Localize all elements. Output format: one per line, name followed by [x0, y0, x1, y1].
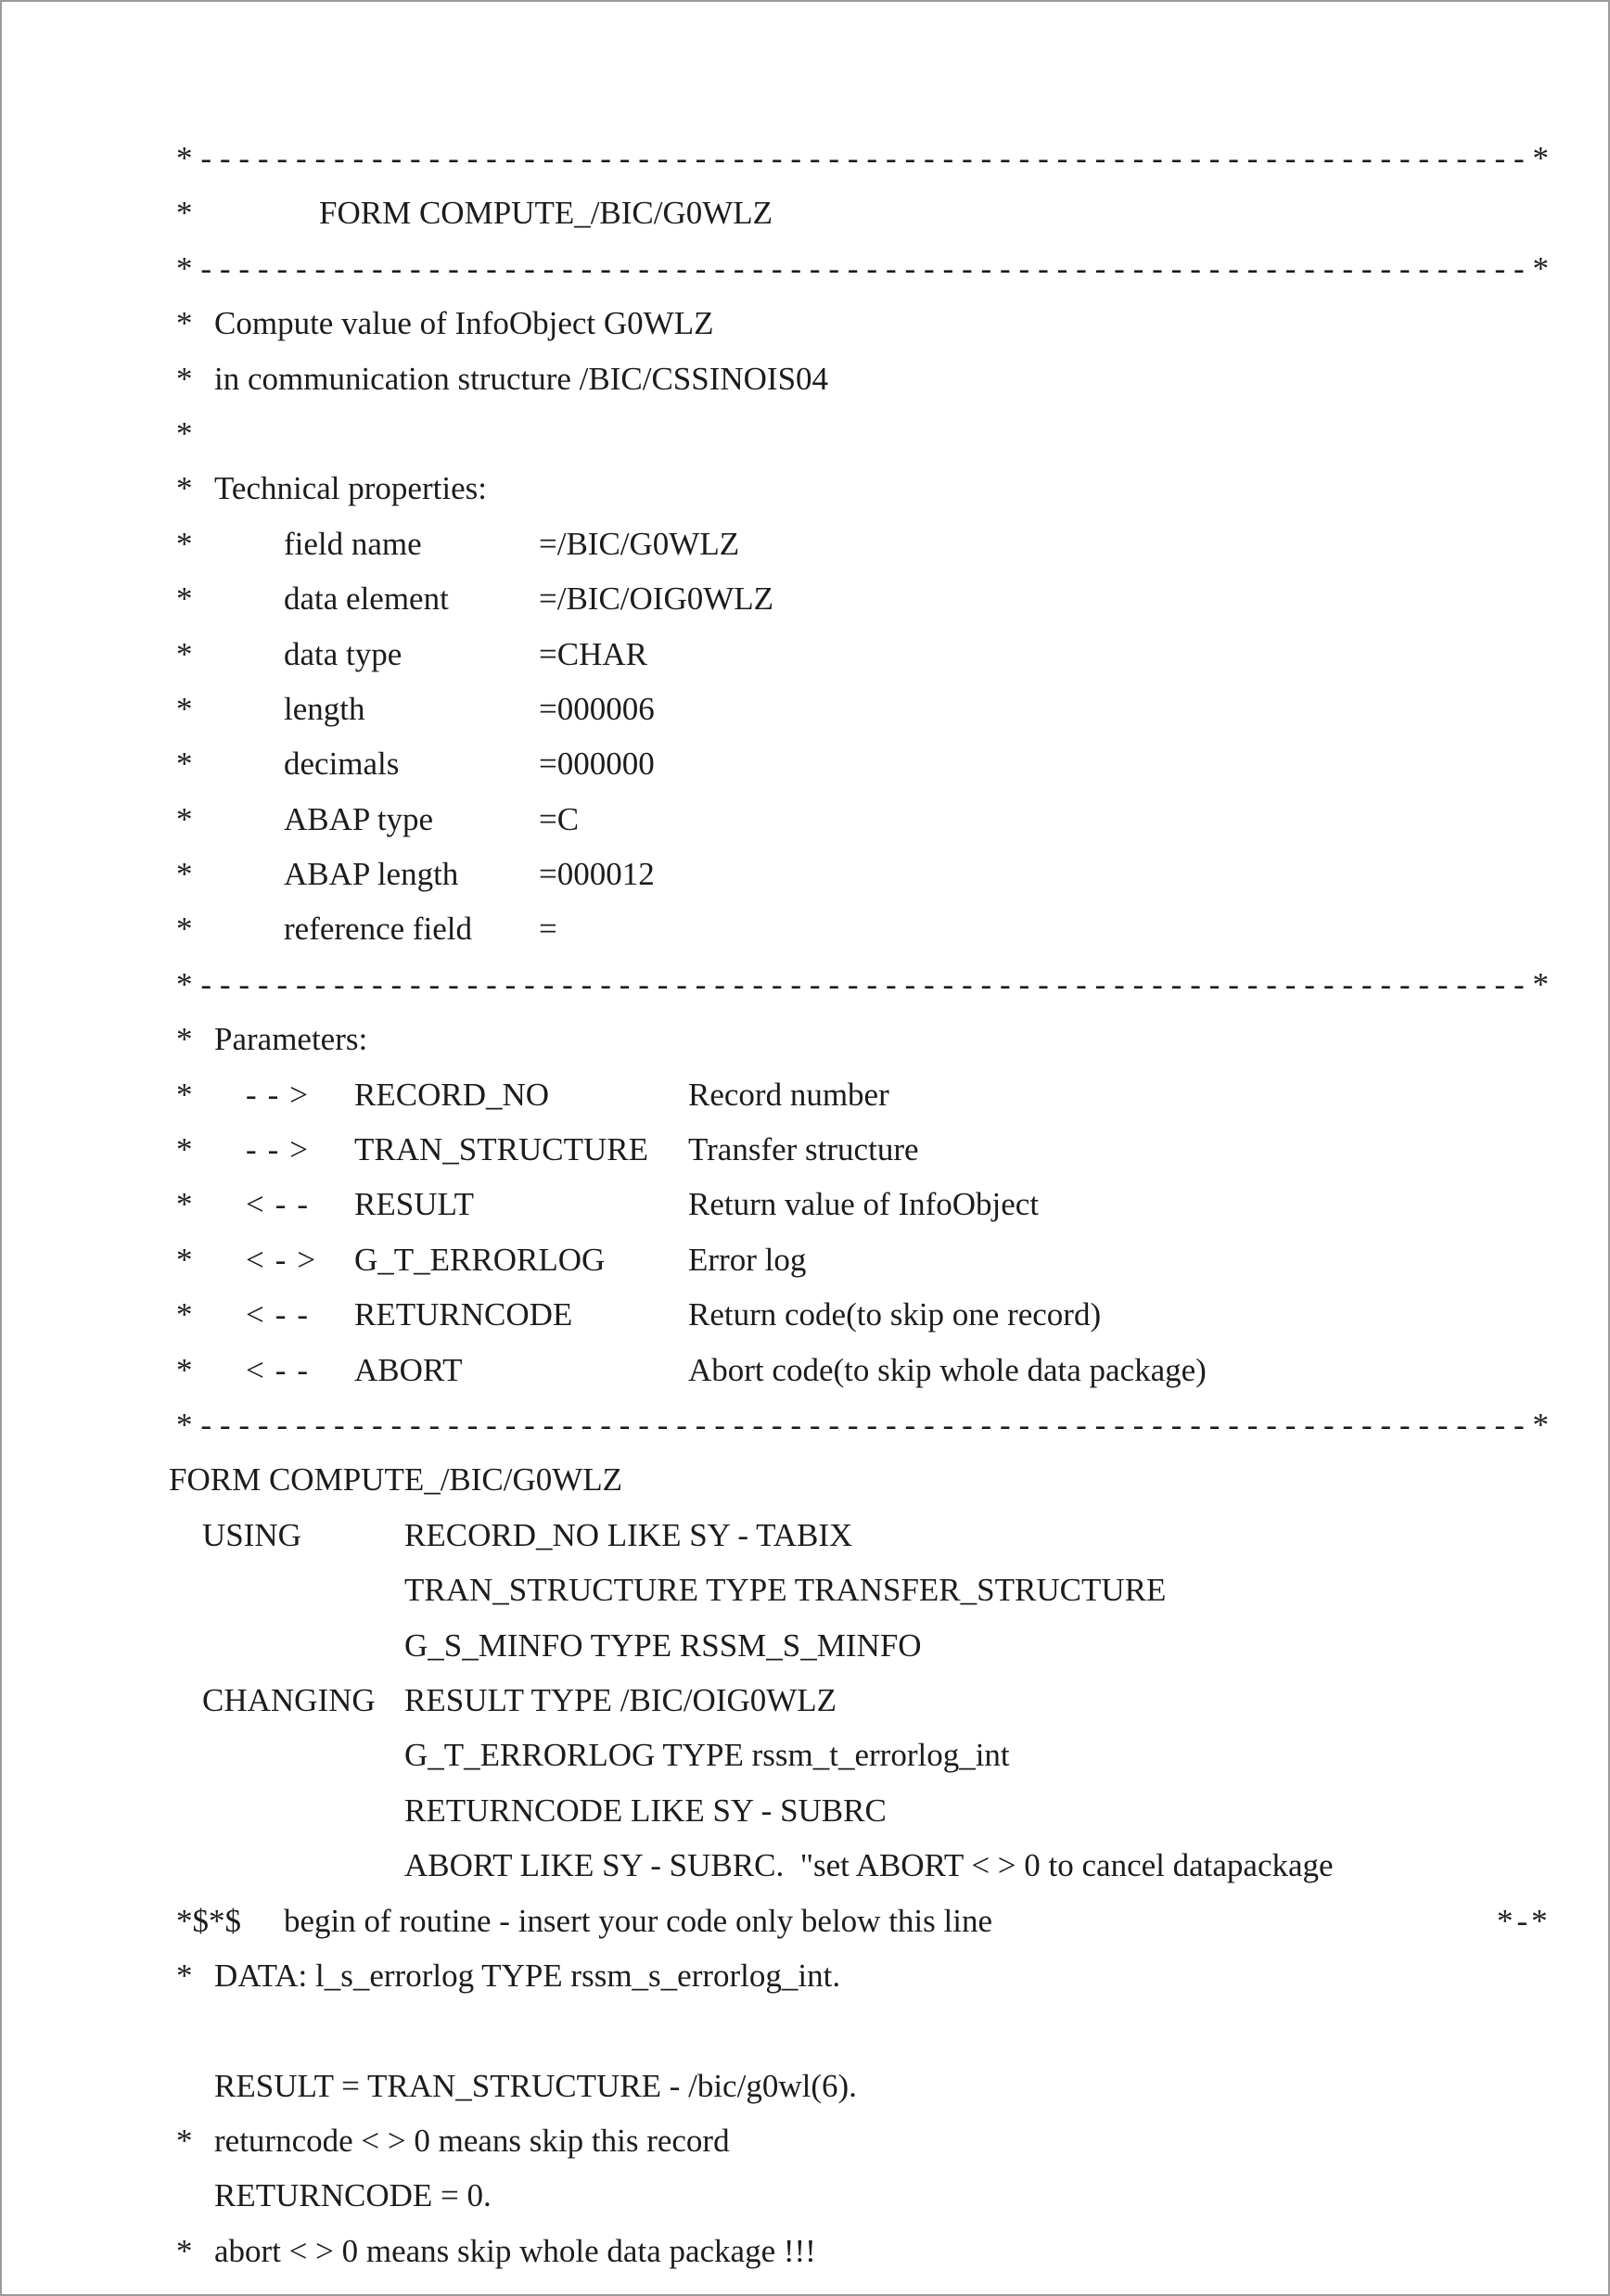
header-form-title: FORM COMPUTE_/BIC/G0WLZ — [319, 195, 773, 232]
header-description: in communication structure /BIC/CSSINOIS04 — [214, 360, 829, 397]
code-line — [2, 957, 1608, 1012]
comment-marker: * — [176, 2123, 193, 2160]
comment-marker: * — [176, 1296, 193, 1333]
parameter-description: Transfer structure — [688, 1131, 919, 1168]
comment-rule: *----------------------------------------------------------------------* — [176, 1406, 1557, 1443]
comment-marker: * — [176, 800, 193, 837]
technical-properties-heading: Technical properties: — [214, 470, 487, 507]
property-label: ABAP type — [284, 800, 434, 837]
comment-marker: * — [176, 1131, 193, 1168]
comment-marker: * — [176, 195, 193, 232]
code-line — [2, 1397, 1608, 1452]
returncode-comment: returncode < > 0 means skip this record — [214, 2123, 730, 2160]
code-line — [2, 296, 1608, 351]
form-statement: FORM COMPUTE_/BIC/G0WLZ — [169, 1461, 623, 1499]
property-value: =/BIC/G0WLZ — [539, 525, 740, 562]
comment-marker: * — [176, 2232, 193, 2269]
parameter-name: RETURNCODE — [354, 1296, 573, 1333]
using-param: G_S_MINFO TYPE RSSM_S_MINFO — [404, 1626, 922, 1664]
parameter-name: RECORD_NO — [354, 1076, 550, 1113]
parameter-description: Abort code(to skip whole data package) — [688, 1351, 1207, 1388]
parameter-row — [2, 1122, 1608, 1177]
changing-param: RESULT TYPE /BIC/OIG0WLZ — [404, 1681, 837, 1718]
property-label: decimals — [284, 746, 400, 783]
property-row — [2, 517, 1608, 571]
code-line — [2, 131, 1608, 185]
routine-begin-marker-end: *-* — [1497, 1902, 1552, 1939]
property-label: data element — [284, 580, 449, 618]
comment-marker: * — [176, 635, 193, 672]
code-line — [2, 1563, 1608, 1617]
code-line — [2, 2224, 1608, 2278]
code-line — [2, 2059, 1608, 2113]
property-value: =C — [539, 800, 580, 837]
property-value: =CHAR — [539, 635, 647, 672]
property-value: =/BIC/OIG0WLZ — [539, 580, 774, 618]
property-row — [2, 792, 1608, 847]
changing-param: RETURNCODE LIKE SY - SUBRC — [404, 1792, 887, 1829]
returncode-statement: RETURNCODE = 0. — [214, 2177, 492, 2214]
property-value: =000000 — [539, 746, 655, 783]
comment-marker: * — [176, 1021, 193, 1058]
property-label: length — [284, 690, 365, 727]
property-row — [2, 736, 1608, 791]
parameter-row — [2, 1067, 1608, 1122]
code-line — [2, 461, 1608, 516]
code-line — [2, 351, 1608, 406]
code-line — [2, 1012, 1608, 1066]
code-line — [2, 1948, 1608, 2003]
parameter-direction: <-- — [246, 1186, 320, 1223]
using-keyword: USING — [202, 1516, 301, 1553]
code-line — [2, 1618, 1608, 1673]
code-line — [2, 1452, 1608, 1507]
parameter-description: Error log — [688, 1241, 807, 1278]
parameter-row — [2, 1232, 1608, 1287]
code-line — [2, 1838, 1608, 1893]
data-comment: DATA: l_s_errorlog TYPE rssm_s_errorlog_int. — [214, 1957, 841, 1994]
code-line — [2, 241, 1608, 296]
comment-marker: * — [176, 746, 193, 783]
comment-marker: * — [176, 470, 193, 507]
comment-marker: * — [176, 1241, 193, 1278]
property-label: data type — [284, 635, 402, 672]
comment-rule: *----------------------------------------------------------------------* — [176, 140, 1557, 176]
comment-marker: * — [176, 580, 193, 618]
parameter-description: Record number — [688, 1076, 889, 1113]
code-line — [2, 185, 1608, 240]
comment-marker: * — [176, 1957, 193, 1994]
comment-marker: * — [176, 525, 193, 562]
property-row — [2, 847, 1608, 901]
code-line — [2, 1894, 1608, 1948]
parameters-heading: Parameters: — [214, 1021, 368, 1058]
changing-keyword: CHANGING — [202, 1681, 376, 1718]
property-label: ABAP length — [284, 856, 459, 893]
code-listing — [2, 131, 1608, 2278]
comment-marker: * — [176, 911, 193, 948]
property-row — [2, 627, 1608, 682]
parameter-name: RESULT — [354, 1186, 475, 1223]
parameter-description: Return code(to skip one record) — [688, 1296, 1102, 1333]
parameter-row — [2, 1343, 1608, 1397]
property-label: reference field — [284, 911, 473, 948]
changing-param: G_T_ERRORLOG TYPE rssm_t_errorlog_int — [404, 1737, 1010, 1774]
property-value: = — [539, 911, 557, 948]
property-row — [2, 682, 1608, 736]
blank-line — [2, 2003, 1608, 2058]
property-value: =000012 — [539, 856, 655, 893]
parameter-row — [2, 1287, 1608, 1342]
parameter-description: Return value of InfoObject — [688, 1186, 1040, 1223]
parameter-direction: --> — [246, 1076, 320, 1113]
parameter-row — [2, 1177, 1608, 1231]
property-row — [2, 901, 1608, 956]
code-line — [2, 1783, 1608, 1838]
parameter-name: TRAN_STRUCTURE — [354, 1131, 648, 1168]
comment-marker: * — [176, 1351, 193, 1388]
routine-begin-marker: *$*$ — [176, 1902, 241, 1939]
property-value: =000006 — [539, 690, 655, 727]
using-param: TRAN_STRUCTURE TYPE TRANSFER_STRUCTURE — [404, 1572, 1167, 1609]
parameter-direction: <-- — [246, 1351, 320, 1388]
comment-marker: * — [176, 690, 193, 727]
comment-marker: * — [176, 856, 193, 893]
code-line — [2, 2113, 1608, 2168]
routine-begin-text: begin of routine - insert your code only below this line — [284, 1902, 993, 1939]
code-line — [2, 406, 1608, 461]
code-line — [2, 1508, 1608, 1563]
changing-param: ABORT LIKE SY - SUBRC. "set ABORT < > 0 to cancel datapackage — [404, 1847, 1334, 1884]
parameter-direction: <-- — [246, 1296, 320, 1333]
abort-comment: abort < > 0 means skip whole data package !!! — [214, 2232, 816, 2269]
comment-rule: *----------------------------------------------------------------------* — [176, 965, 1557, 1002]
code-line — [2, 2168, 1608, 2223]
comment-marker: * — [176, 1186, 193, 1223]
parameter-direction: <-> — [246, 1241, 327, 1278]
parameter-name: ABORT — [354, 1351, 463, 1388]
comment-marker: * — [176, 1076, 193, 1113]
code-line — [2, 1673, 1608, 1728]
parameter-direction: --> — [246, 1131, 320, 1168]
result-statement: RESULT = TRAN_STRUCTURE - /bic/g0wl(6). — [214, 2067, 857, 2104]
property-label: field name — [284, 525, 422, 562]
comment-rule: *----------------------------------------------------------------------* — [176, 249, 1557, 287]
property-row — [2, 571, 1608, 626]
comment-marker: * — [176, 360, 193, 397]
comment-marker: * — [176, 305, 193, 342]
using-param: RECORD_NO LIKE SY - TABIX — [404, 1516, 853, 1553]
parameter-name: G_T_ERRORLOG — [354, 1241, 606, 1278]
comment-marker: * — [176, 415, 193, 452]
header-description: Compute value of InfoObject G0WLZ — [214, 305, 714, 342]
code-line — [2, 1728, 1608, 1782]
